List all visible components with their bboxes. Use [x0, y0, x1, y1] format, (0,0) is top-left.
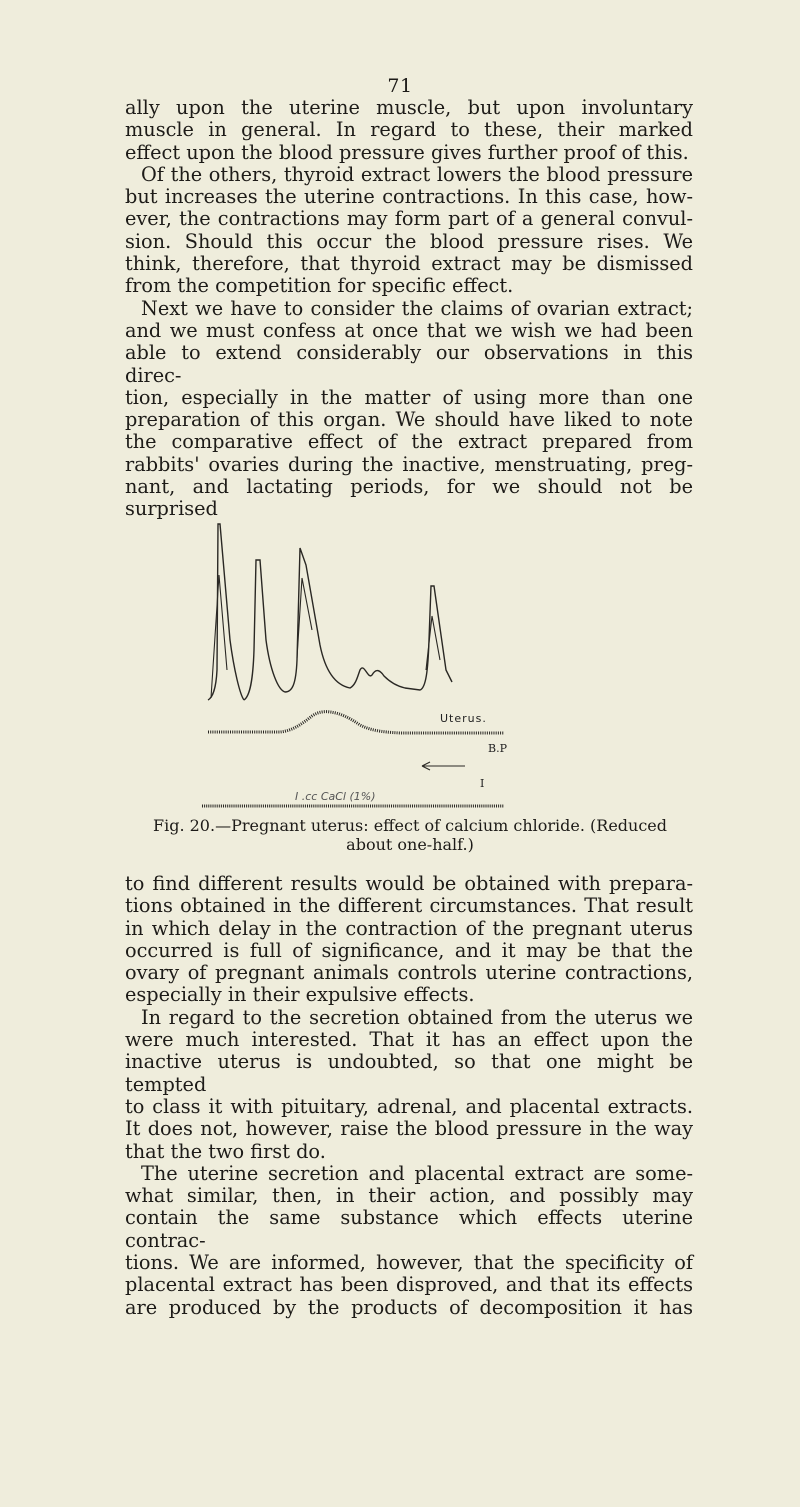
paragraph — [125, 1007, 693, 1163]
text-line: Of the others, thyroid extract lowers the blood pressure — [141, 162, 693, 186]
label-uterus: Uterus. — [440, 712, 487, 725]
text-line: to find different results would be obtained with prepara- — [125, 872, 693, 895]
uterus-trace-secondary — [211, 575, 440, 698]
paragraph — [125, 298, 693, 521]
label-bp: B.P — [488, 742, 507, 755]
caption-line: Fig. 20.—Pregnant uterus: effect of calcium chloride. (Reduced — [152, 816, 668, 835]
text-line: occurred is full of significance, and it may be that the — [125, 938, 693, 962]
text-line: in which delay in the contraction of the pregnant uterus — [125, 916, 693, 940]
paragraph — [125, 873, 693, 1007]
text-line: that the two first do. — [125, 1139, 326, 1163]
text-line: think, therefore, that thyroid extract may be dismissed — [125, 252, 693, 276]
text-line: ally upon the uterine muscle, but upon involuntary — [125, 96, 693, 119]
text-line: the comparative effect of the extract prepared from — [125, 430, 693, 454]
text-line: to class it with pituitary, adrenal, and placental extracts. — [125, 1094, 693, 1118]
paragraph — [125, 164, 693, 298]
label-numeral: I — [480, 777, 485, 790]
text-line: In regard to the secretion obtained from the uterus we — [141, 1005, 693, 1029]
text-line: It does not, however, raise the blood pressure in the way — [125, 1117, 693, 1141]
text-line: what similar, then, in their action, and possibly may — [125, 1184, 693, 1208]
text-line: able to extend considerably our observations in this direc- — [125, 341, 693, 387]
text-line: placental extract has been disproved, and that its effects — [125, 1273, 693, 1297]
text-line: sion. Should this occur the blood pressure rises. We — [125, 229, 693, 253]
text-line: rabbits' ovaries during the inactive, menstruating, preg- — [125, 452, 693, 476]
text-line: muscle in general. In regard to these, their marked — [125, 118, 693, 142]
text-line: tion, especially in the matter of using more than one — [125, 385, 693, 409]
page-number: 71 — [387, 75, 413, 97]
text-line: ever, the contractions may form part of a general convul- — [125, 207, 693, 231]
body-text-bottom — [125, 873, 693, 1319]
paragraph — [125, 97, 693, 164]
text-line: are produced by the products of decomposition it has — [125, 1295, 693, 1319]
text-line: preparation of this organ. We should have liked to note — [125, 408, 693, 432]
arrow-left-icon — [422, 762, 465, 770]
text-line: effect upon the blood pressure gives further proof of this. — [125, 140, 689, 164]
label-injection: I .cc CaCl (1%) — [295, 790, 376, 803]
text-line: especially in their expulsive effects. — [125, 983, 475, 1007]
text-line: inactive uterus is undoubted, so that one might be tempted — [125, 1050, 693, 1096]
text-line: ovary of pregnant animals controls uterine contractions, — [125, 961, 693, 985]
text-line: but increases the uterine contractions. In this case, how- — [125, 185, 693, 209]
paragraph — [125, 1163, 693, 1319]
body-text-top — [125, 97, 693, 521]
text-line: were much interested. That it has an effect upon the — [125, 1028, 693, 1052]
uterus-trace — [208, 524, 452, 700]
text-line: from the competition for specific effect. — [125, 274, 514, 298]
text-line: nant, and lactating periods, for we should not be surprised — [125, 475, 693, 521]
figure-kymograph — [200, 520, 620, 808]
text-line: Next we have to consider the claims of ovarian extract; — [141, 296, 693, 320]
text-line: and we must confess at once that we wish we had been — [125, 318, 693, 342]
text-line: contain the same substance which effects uterine contrac- — [125, 1206, 693, 1252]
text-line: tions. We are informed, however, that the specificity of — [125, 1251, 693, 1275]
text-line: tions obtained in the different circumstances. That result — [125, 894, 693, 918]
figure-caption — [130, 816, 690, 854]
kymograph-trace — [200, 520, 620, 808]
caption-line: about one-half.) — [346, 835, 474, 854]
text-line: The uterine secretion and placental extract are some- — [141, 1161, 693, 1185]
